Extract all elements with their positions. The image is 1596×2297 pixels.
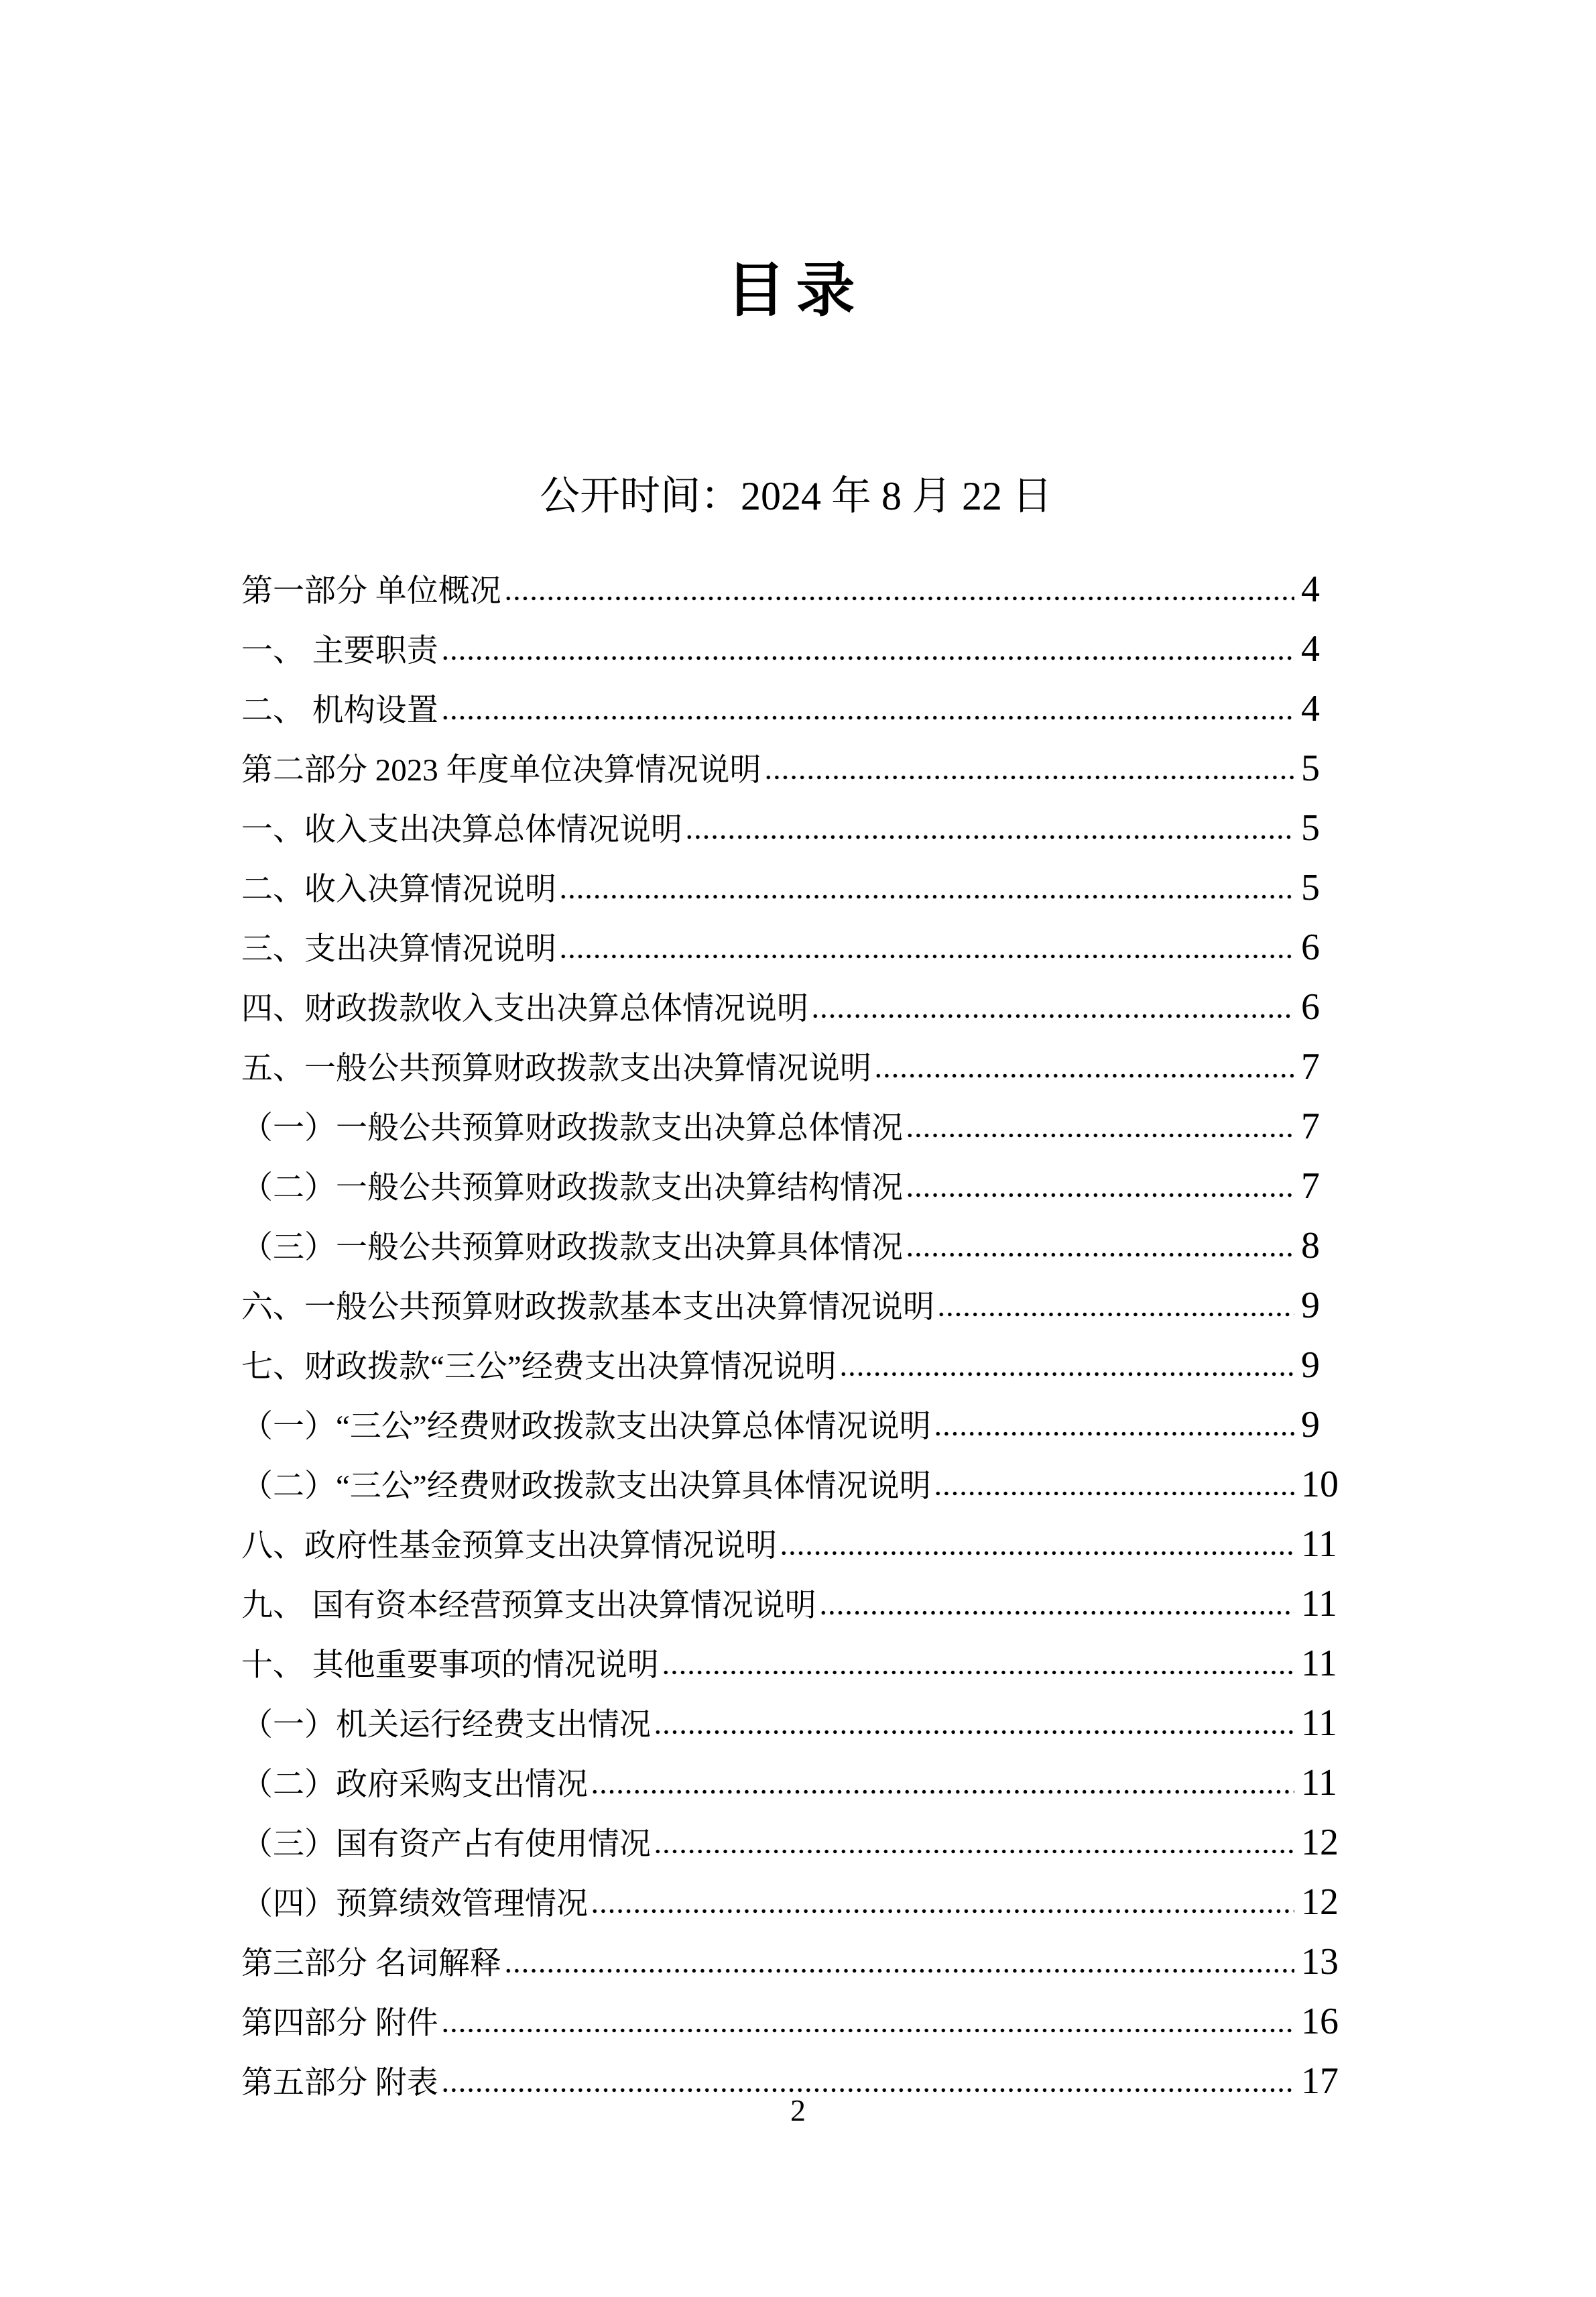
toc-entry[interactable] <box>241 1753 1351 1813</box>
toc-entry[interactable] <box>241 1813 1351 1873</box>
toc-entry-page-number: 6 <box>1301 926 1320 968</box>
dot-leader <box>764 774 1295 780</box>
dot-leader <box>559 953 1294 959</box>
toc-entry-page-number: 7 <box>1301 1045 1320 1087</box>
toc-entry-label: （一）“三公”经费财政拨款支出决算总体情况说明 <box>241 1409 931 1444</box>
toc-entry-page-number: 11 <box>1301 1702 1337 1744</box>
toc-entry[interactable] <box>241 1992 1351 2052</box>
toc-entry-label: 六、一般公共预算财政拨款基本支出决算情况说明 <box>241 1289 934 1325</box>
dot-leader <box>934 1430 1294 1437</box>
toc-entry-label: 三、支出决算情况说明 <box>241 931 556 967</box>
dot-leader <box>906 1251 1294 1258</box>
toc-entry-page-number: 10 <box>1301 1463 1339 1505</box>
toc-entry-label: 第二部分 2023 年度单位决算情况说明 <box>241 752 761 788</box>
dot-leader <box>662 1669 1294 1675</box>
toc-entry-page-number: 7 <box>1301 1105 1320 1147</box>
dot-leader <box>504 1967 1294 1974</box>
toc-entry[interactable] <box>241 1515 1351 1574</box>
toc-entry-label: （一）机关运行经费支出情况 <box>241 1707 651 1743</box>
toc-entry[interactable] <box>241 1216 1351 1276</box>
toc-entry[interactable] <box>241 1157 1351 1216</box>
toc-entry[interactable] <box>241 1037 1351 1097</box>
dot-leader <box>504 595 1294 601</box>
toc-entry-page-number: 17 <box>1301 2060 1339 2102</box>
dot-leader <box>780 1549 1294 1556</box>
dot-leader <box>441 714 1294 721</box>
toc-entry-page-number: 9 <box>1301 1284 1320 1326</box>
toc-entry[interactable] <box>241 1873 1351 1932</box>
toc-entry-page-number: 8 <box>1301 1224 1320 1267</box>
toc-entry-label: （二）政府采购支出情况 <box>241 1767 588 1802</box>
dot-leader <box>934 1490 1294 1496</box>
toc-entry[interactable] <box>241 918 1351 978</box>
toc-entry[interactable] <box>241 1932 1351 1992</box>
toc-entry-label: 第四部分 附件 <box>241 2005 438 2041</box>
toc-entry[interactable] <box>241 1395 1351 1455</box>
dot-leader <box>591 1788 1294 1795</box>
page-number: 2 <box>790 2093 806 2127</box>
toc-entry-page-number: 12 <box>1301 1881 1339 1923</box>
dot-leader <box>654 1848 1294 1854</box>
toc-entry-label: （四）预算绩效管理情况 <box>241 1886 588 1922</box>
toc-entry-label: 九、 国有资本经营预算支出决算情况说明 <box>241 1588 816 1623</box>
toc-entry[interactable] <box>241 858 1351 918</box>
toc-entry-page-number: 5 <box>1301 866 1320 908</box>
dot-leader <box>591 1907 1294 1914</box>
toc-entry-label: （一）一般公共预算财政拨款支出决算总体情况 <box>241 1110 903 1146</box>
page-title: 目录 <box>726 256 866 323</box>
dot-leader <box>441 2027 1294 2034</box>
toc-entry[interactable] <box>241 560 1351 620</box>
dot-leader <box>874 1072 1294 1079</box>
dot-leader <box>654 1728 1294 1735</box>
toc-entry-page-number: 4 <box>1301 687 1320 729</box>
dot-leader <box>839 1370 1294 1377</box>
toc-entry[interactable] <box>241 1694 1351 1753</box>
toc-entry-page-number: 13 <box>1301 1940 1339 1983</box>
dot-leader <box>819 1609 1294 1616</box>
toc-entry-label: 七、财政拨款“三公”经费支出决算情况说明 <box>241 1349 837 1385</box>
dot-leader <box>441 2086 1294 2093</box>
dot-leader <box>559 893 1294 900</box>
toc-entry-page-number: 11 <box>1301 1582 1337 1625</box>
toc-entry[interactable] <box>241 620 1351 679</box>
toc-entry-label: 第三部分 名词解释 <box>241 1946 501 1981</box>
toc-entry-page-number: 5 <box>1301 807 1320 849</box>
toc-entry-page-number: 11 <box>1301 1523 1337 1565</box>
toc-entry-label: （三）国有资产占有使用情况 <box>241 1826 651 1862</box>
toc-entry-label: 二、 机构设置 <box>241 693 438 728</box>
toc-entry-label: 一、收入支出决算总体情况说明 <box>241 812 682 847</box>
dot-leader <box>906 1191 1294 1198</box>
toc-entry-page-number: 4 <box>1301 568 1320 610</box>
toc-entry[interactable] <box>241 799 1351 858</box>
toc-entry[interactable] <box>241 1455 1351 1515</box>
toc-entry-label: 四、财政拨款收入支出决算总体情况说明 <box>241 991 808 1026</box>
toc-entry-label: 第一部分 单位概况 <box>241 573 501 609</box>
toc-entry-page-number: 11 <box>1301 1642 1337 1684</box>
dot-leader <box>937 1311 1294 1317</box>
toc-entry-label: 五、一般公共预算财政拨款支出决算情况说明 <box>241 1051 871 1086</box>
toc-entry-label: （三）一般公共预算财政拨款支出决算具体情况 <box>241 1230 903 1265</box>
dot-leader <box>441 654 1294 661</box>
toc-entry-label: 二、收入决算情况说明 <box>241 872 556 907</box>
toc-entry-page-number: 7 <box>1301 1165 1320 1207</box>
toc-entry-page-number: 5 <box>1301 747 1320 789</box>
publish-date: 公开时间：2024 年 8 月 22 日 <box>540 473 1052 518</box>
toc-entry-label: 一、 主要职责 <box>241 633 438 668</box>
toc-entry[interactable] <box>241 739 1351 799</box>
toc-entry-label: 第五部分 附表 <box>241 2065 438 2101</box>
toc-entry-label: 十、 其他重要事项的情况说明 <box>241 1647 659 1683</box>
dot-leader <box>685 833 1294 840</box>
toc-entry[interactable] <box>241 1634 1351 1694</box>
toc-entry-page-number: 11 <box>1301 1761 1337 1804</box>
toc-entry[interactable] <box>241 1574 1351 1634</box>
toc-entry[interactable] <box>241 1097 1351 1157</box>
toc-entry[interactable] <box>241 1276 1351 1336</box>
document-page <box>0 40 1596 2111</box>
toc-entry-label: （二）一般公共预算财政拨款支出决算结构情况 <box>241 1170 903 1205</box>
toc-entry-page-number: 12 <box>1301 1821 1339 1863</box>
dot-leader <box>906 1132 1294 1138</box>
toc-entry-page-number: 9 <box>1301 1344 1320 1386</box>
toc-entry-label: 八、政府性基金预算支出决算情况说明 <box>241 1528 777 1564</box>
toc-entry-page-number: 9 <box>1301 1403 1320 1446</box>
toc-entry-page-number: 16 <box>1301 2000 1339 2042</box>
toc-entry[interactable] <box>241 1336 1351 1395</box>
toc-entry-label: （二）“三公”经费财政拨款支出决算具体情况说明 <box>241 1468 931 1504</box>
toc-entry-page-number: 6 <box>1301 986 1320 1028</box>
toc-entry[interactable] <box>241 978 1351 1037</box>
toc-entry-page-number: 4 <box>1301 628 1320 670</box>
dot-leader <box>811 1012 1294 1019</box>
toc-entry[interactable] <box>241 679 1351 739</box>
table-of-contents <box>241 560 1351 2111</box>
